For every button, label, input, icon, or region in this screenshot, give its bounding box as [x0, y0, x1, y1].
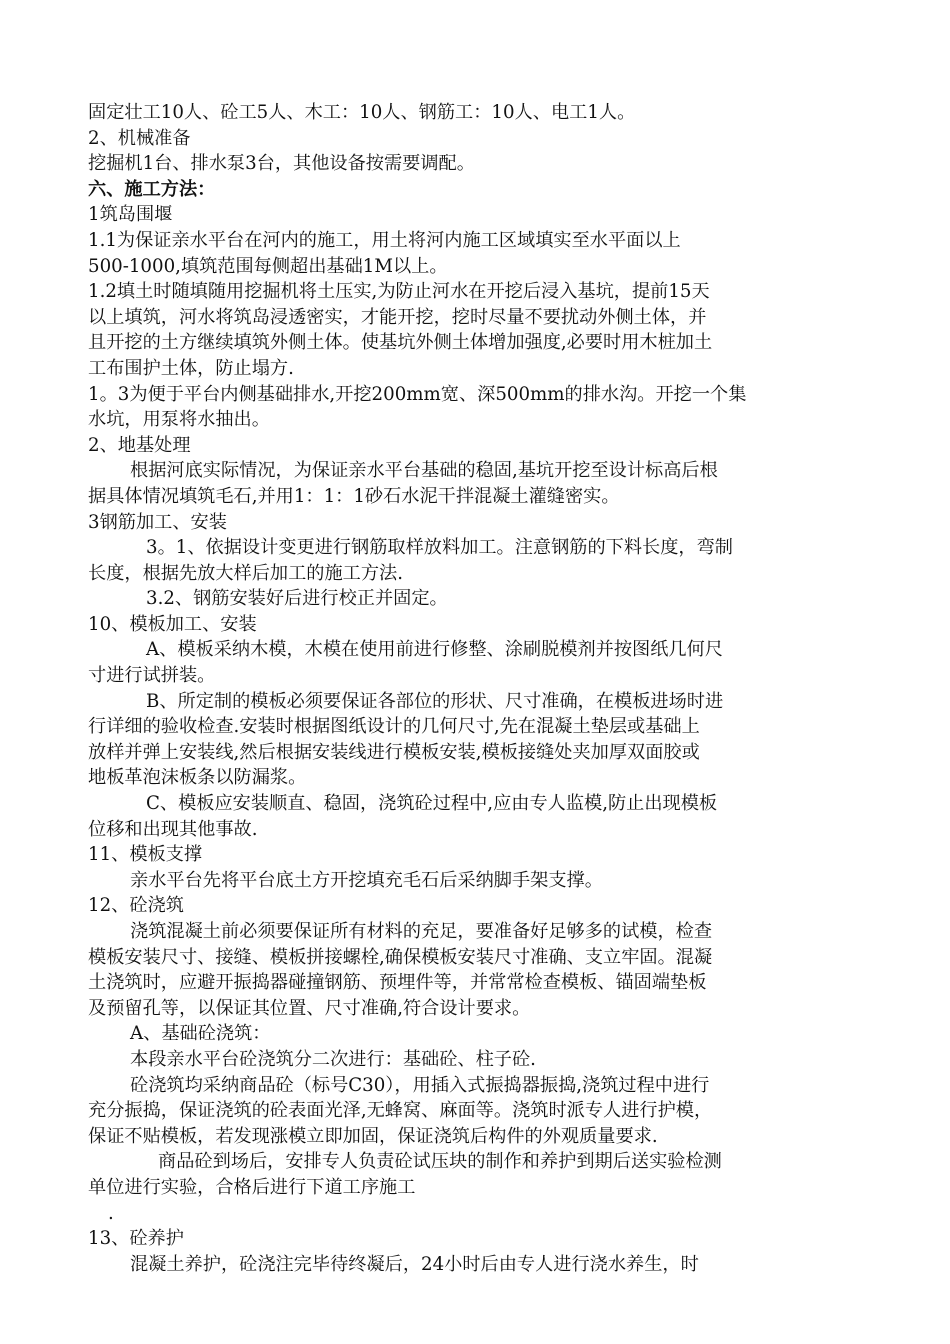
text-line: 商品砼到场后，安排专人负责砼试压块的制作和养护到期后送实验检测	[158, 1151, 722, 1173]
section-heading: 11、模板支撑	[88, 844, 203, 866]
text-line: 水坑，用泵将水抽出。	[88, 409, 270, 431]
text-line: .	[108, 1202, 114, 1224]
text-line: A、模板采纳木模，木模在使用前进行修整、涂刷脱模剂并按图纸几何尺	[146, 639, 723, 661]
text-line: 工布围护土体，防止塌方.	[88, 357, 294, 379]
section-heading: 2、机械准备	[88, 127, 191, 149]
text-line: 1。3为便于平台内侧基础排水,开挖200mm宽、深500mm的排水沟。开挖一个集	[88, 383, 747, 405]
text-line: 且开挖的土方继续填筑外侧土体。使基坑外侧土体增加强度,必要时用木桩加土	[88, 332, 713, 354]
text-line: 地板革泡沫板条以防漏浆。	[88, 767, 307, 789]
text-line: 1.2填土时随填随用挖掘机将土压实,为防止河水在开挖后浸入基坑，提前15天	[88, 281, 710, 303]
text-line: 及预留孔等，以保证其位置、尺寸准确,符合设计要求。	[88, 997, 531, 1019]
text-line: 位移和出现其他事故.	[88, 818, 258, 840]
text-line: 500-1000,填筑范围每侧超出基础1M以上。	[88, 255, 448, 277]
document-page	[88, 100, 878, 1277]
section-heading: 3钢筋加工、安装	[88, 511, 227, 533]
text-line: 挖掘机1台、排水泵3台，其他设备按需要调配。	[88, 153, 475, 175]
section-heading: 1筑岛围堰	[88, 204, 173, 226]
text-line: 模板安装尺寸、接缝、模板拼接螺栓,确保模板安装尺寸准确、支立牢固。混凝	[88, 946, 713, 968]
text-line: 据具体情况填筑毛石,并用1：1：1砂石水泥干拌混凝土灌缝密实。	[88, 485, 620, 507]
text-line: 保证不贴模板，若发现涨模立即加固，保证浇筑后构件的外观质量要求.	[88, 1125, 658, 1147]
text-line: 长度，根据先放大样后加工的施工方法.	[88, 562, 403, 584]
text-line: 单位进行实验，合格后进行下道工序施工	[88, 1176, 416, 1198]
text-line: 3。1、依据设计变更进行钢筋取样放料加工。注意钢筋的下料长度，弯制	[146, 537, 733, 559]
section-heading: 2、地基处理	[88, 434, 191, 456]
text-line: B、所定制的模板必须要保证各部位的形状、尺寸准确，在模板进场时进	[146, 690, 724, 712]
section-heading: 10、模板加工、安装	[88, 613, 257, 635]
text-line: 浇筑混凝土前必须要保证所有材料的充足，要准备好足够多的试模，检查	[130, 921, 713, 942]
section-heading: 13、砼养护	[88, 1228, 184, 1250]
text-line: C、模板应安装顺直、稳固，浇筑砼过程中,应由专人监模,防止出现模板	[146, 793, 718, 815]
chapter-heading: 六、施工方法：	[88, 178, 216, 200]
text-line: 土浇筑时，应避开振捣器碰撞钢筋、预埋件等，并常常检查模板、锚固端垫板	[88, 972, 707, 994]
text-line: 以上填筑，河水将筑岛浸透密实，才能开挖，挖时尽量不要扰动外侧土体，并	[88, 306, 707, 328]
text-line: 充分振捣，保证浇筑的砼表面光泽,无蜂窝、麻面等。浇筑时派专人进行护模，	[88, 1100, 713, 1122]
text-line: 亲水平台先将平台底土方开挖填充毛石后采纳脚手架支撑。	[130, 869, 603, 891]
text-line: 行详细的验收检查.安装时根据图纸设计的几何尺寸,先在混凝土垫层或基础上	[88, 716, 700, 738]
text-line: 砼浇筑均采纳商品砼（标号C30），用插入式振捣器振捣,浇筑过程中进行	[130, 1074, 710, 1096]
text-line: 混凝土养护，砼浇注完毕待终凝后，24小时后由专人进行浇水养生，时	[130, 1253, 699, 1275]
section-heading: 12、砼浇筑	[88, 895, 184, 917]
text-line: 3.2、钢筋安装好后进行校正并固定。	[146, 588, 448, 610]
text-line: 1.1为保证亲水平台在河内的施工，用土将河内施工区域填实至水平面以上	[88, 229, 681, 251]
text-line: 固定壮工10人、砼工5人、木工：10人、钢筋工：10人、电工1人。	[88, 102, 636, 123]
text-line: 放样并弹上安装线,然后根据安装线进行模板安装,模板接缝处夹加厚双面胶或	[88, 741, 700, 763]
text-line: 本段亲水平台砼浇筑分二次进行：基础砼、柱子砼.	[130, 1048, 536, 1070]
text-line: 根据河底实际情况，为保证亲水平台基础的稳固,基坑开挖至设计标高后根	[130, 460, 718, 482]
text-line: A、基础砼浇筑：	[130, 1023, 271, 1045]
text-line: 寸进行试拼装。	[88, 665, 216, 687]
